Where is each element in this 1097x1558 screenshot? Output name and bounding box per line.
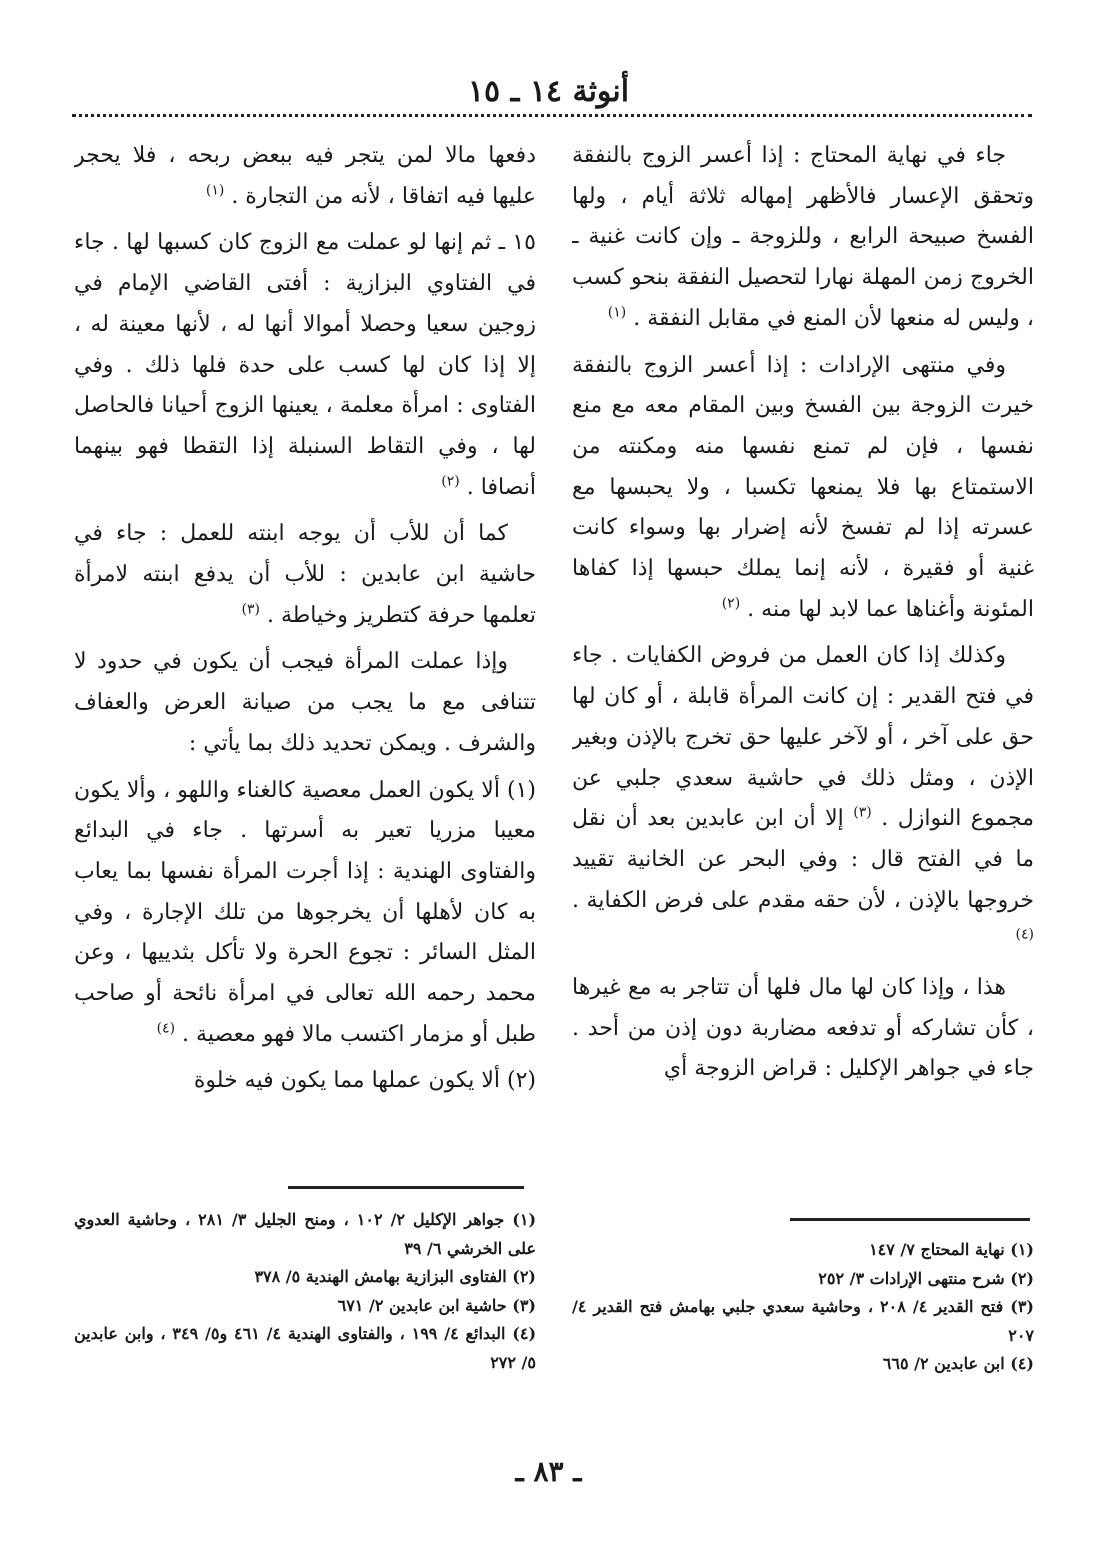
paragraph [572, 968, 1034, 1090]
footnote-reference: (١) [205, 182, 225, 199]
paragraph-text: وفي منتهى الإرادات : إذا أعسر الزوج بالنفقة خيرت الزوجة بين الفسخ وبين المقام معه مع منع نفسها ، فإن لم تمنع نفسها منه ومكنته من الاستمتاع بها فلا يمنعها تكسبا ، ولا يحبسها مع عسرته إذا لم تفسخ لأنه إضرار بها وسواء كانت غنية أو فقيرة ، لأنه إنما يملك حبسها إذا كفاها المئونة وأغناها عما لابد لها منه . [572, 352, 1034, 622]
footnote: (٤) ابن عابدين ٢/ ٦٦٥ [882, 1354, 1034, 1374]
paragraph [74, 223, 536, 508]
running-header-title: أنوثة ١٤ ـ ١٥ [467, 74, 630, 109]
paragraph [74, 1061, 536, 1102]
paragraph [572, 136, 1034, 340]
paragraph-text-continued: إلا أن ابن عابدين بعد أن نقل ما في الفتح قال : وفي البحر عن الخانية تقييد خروجها بالإذن ، لأن حقه مقدم على فرض الكفاية . [572, 806, 1034, 913]
right-footnotes [572, 1236, 1034, 1379]
paragraph [572, 346, 1034, 631]
right-text-column [572, 136, 1034, 1196]
paragraph [74, 514, 536, 636]
paragraph [74, 136, 536, 217]
paragraph [572, 636, 1034, 962]
footnote-reference: (٢) [721, 595, 741, 612]
footnote-separator-right [790, 1218, 1030, 1221]
footnote-reference: (٤) [1015, 927, 1034, 944]
footnote-reference: (٣) [241, 601, 260, 618]
paragraph-text: جاء في نهاية المحتاج : إذا أعسر الزوج بالنفقة وتحقق الإعسار فالأظهر إمهاله ثلاثة أيام ، ولها الفسخ صبيحة الرابع ، وللزوجة ـ وإن كانت غنية ـ الخروج زمن المهلة نهارا لتحصيل النفقة بنحو كسب ، وليس له منعها لأن المنع في مقابل النفقة . [572, 143, 1034, 331]
paragraph [74, 642, 536, 764]
footnote-separator-left [288, 1186, 524, 1189]
paragraph-text: كما أن للأب أن يوجه ابنته للعمل : جاء في حاشية ابن عابدين : للأب أن يدفع ابنته لامرأة تعلمها حرفة كتطريز وخياطة . [74, 521, 536, 628]
left-footnotes [74, 1206, 536, 1378]
footnote: (١) نهاية المحتاج ٧/ ١٤٧ [869, 1240, 1034, 1259]
paragraph-text: (٢) ألا يكون عملها مما يكون فيه خلوة [193, 1068, 536, 1094]
footnote: (٢) الفتاوى البزازية بهامش الهندية ٥/ ٣٧٨ [254, 1267, 536, 1287]
footnote: (٤) البدائع ٤/ ١٩٩ ، والفتاوى الهندية ٤/ ٤٦١ و٥/ ٣٤٩ ، وابن عابدين ٥/ ٢٧٢ [74, 1324, 537, 1372]
paragraph-text: هذا ، وإذا كان لها مال فلها أن تتاجر به مع غيرها ، كأن تشاركه أو تدفعه مضاربة دون إذن من أحد . جاء في جواهر الإكليل : قراض الزوجة أي [572, 975, 1034, 1082]
footnote-reference: (٢) [441, 473, 460, 490]
paragraph-text: (١) ألا يكون العمل معصية كالغناء واللهو ، وألا يكون معيبا مزريا تعير به أسرتها . جاء في البدائع والفتاوى الهندية : إذا أجرت المرأة نفسها بما يعاب به كان لأهلها أن يخرجوها من تلك الإجارة ، وفي المثل السائر : تجوع الحرة ولا تأكل بثدييها ، وعن محمد رحمه الله تعالى في امرأة نائحة أو صاحب طبل أو مزمار اكتسب مالا فهو معصية . [74, 777, 536, 1047]
footnote-reference: (٤) [156, 1020, 176, 1037]
footnote: (١) جواهر الإكليل ٢/ ١٠٢ ، ومنح الجليل ٣/ ٢٨١ ، وحاشية العدوي على الخرشي ٦/ ٣٩ [74, 1210, 537, 1258]
paragraph [74, 771, 536, 1056]
footnote: (٣) فتح القدير ٤/ ٢٠٨ ، وحاشية سعدي جلبي بهامش فتح القدير ٤/ ٢٠٧ [572, 1297, 1034, 1345]
footnote: (٣) حاشية ابن عابدين ٢/ ٦٧١ [337, 1295, 536, 1315]
header-dotted-rule [72, 114, 1032, 117]
footnote-reference: (١) [607, 304, 627, 321]
footnote: (٢) شرح منتهى الإرادات ٣/ ٢٥٢ [818, 1268, 1034, 1288]
left-text-column [74, 136, 536, 1196]
footnote-reference: (٣) [853, 804, 872, 821]
page-number: ـ ٨٣ ـ [515, 1455, 582, 1488]
paragraph-text: دفعها مالا لمن يتجر فيه ببعض ربحه ، فلا يحجر عليها فيه اتفاقا ، لأنه من التجارة . [74, 143, 536, 209]
paragraph-text: وكذلك إذا كان العمل من فروض الكفايات . جاء في فتح القدير : إن كانت المرأة قابلة ، أو كان لها حق على آخر ، أو لآخر عليها حق تخرج بالإذن وبغير الإذن ، ومثل ذلك في حاشية سعدي جلبي عن مجموع النوازل . [572, 643, 1034, 832]
paragraph-text: ١٥ ـ ثم إنها لو عملت مع الزوج كان كسبها لها . جاء في الفتاوي البزازية : أفتى القاضي الإمام في زوجين سعيا وحصلا أموالا أنها له ، لأنها معينة له ، إلا إذا كان لها كسب على حدة فلها ذلك . وفي الفتاوى : امرأة معلمة ، يعينها الزوج أحيانا فالحاصل لها ، وفي التقاط السنبلة إذا التقطا فهو بينهما أنصافا . [74, 230, 536, 500]
paragraph-text: وإذا عملت المرأة فيجب أن يكون في حدود لا تتنافى مع ما يجب من صيانة العرض والعفاف والشرف . ويمكن تحديد ذلك بما يأتي : [74, 649, 536, 756]
